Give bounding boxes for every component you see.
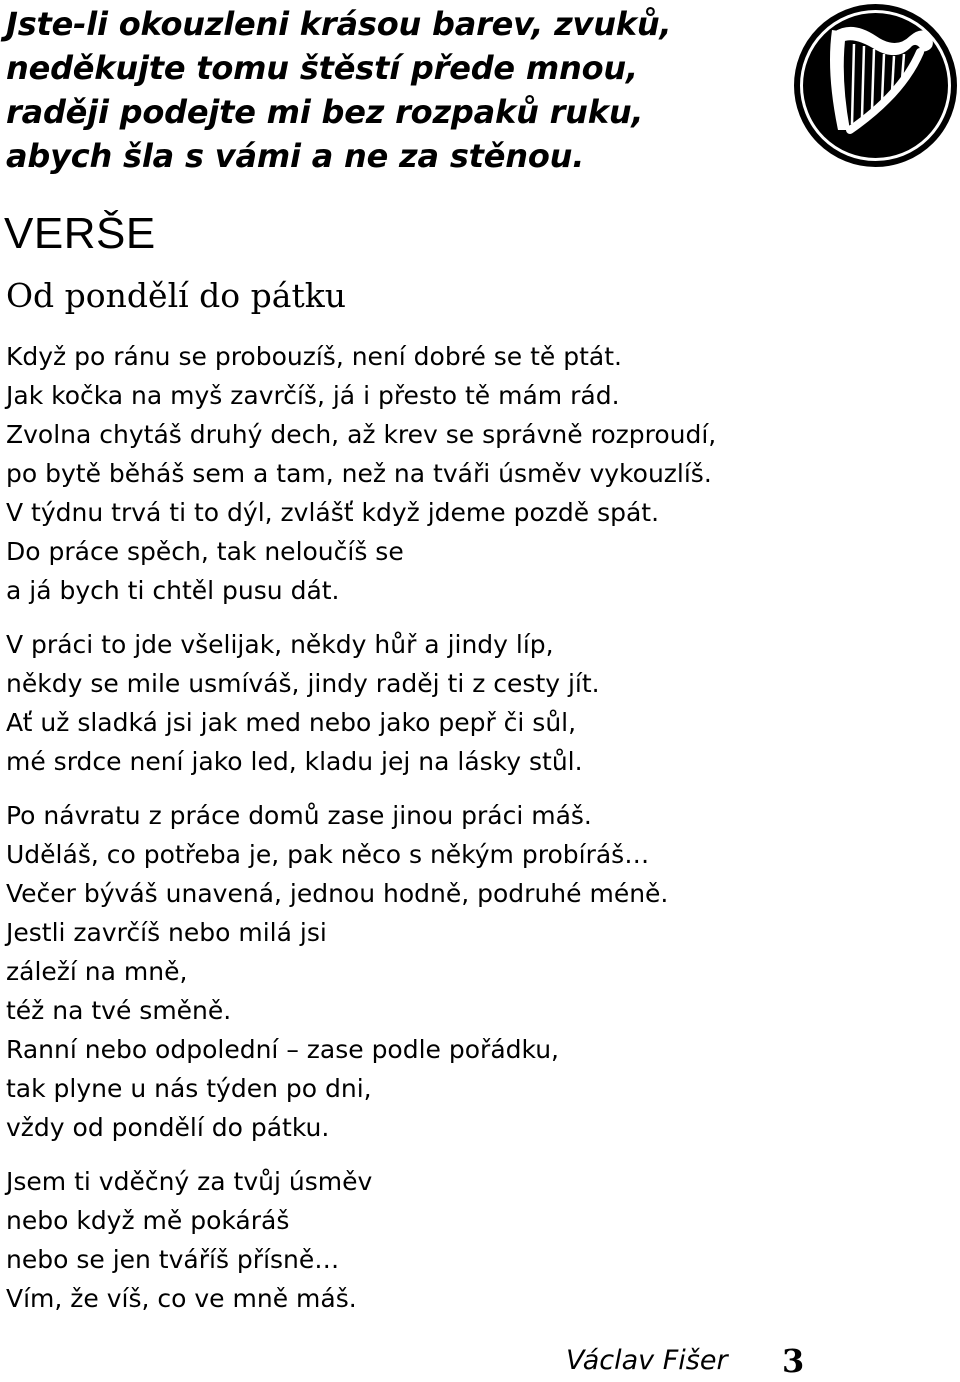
verse-line: nebo se jen tváříš přísně… (6, 1245, 340, 1274)
poem-title: Od pondělí do pátku (6, 276, 346, 315)
intro-line: raději podejte mi bez rozpaků ruku, (6, 93, 644, 131)
verse-line: Když po ránu se probouzíš, není dobré se tě ptát. (6, 342, 622, 371)
verse-line: někdy se mile usmíváš, jindy raděj ti z cesty jít. (6, 669, 600, 698)
intro-verse (6, 2, 766, 178)
verse-line: Do práce spěch, tak neloučíš se (6, 537, 404, 566)
stanza (6, 796, 906, 1147)
verse-line: Jestli zavrčíš nebo milá jsi (6, 918, 327, 947)
verse-line: Po návratu z práce domů zase jinou práci máš. (6, 801, 592, 830)
verse-line: V práci to jde všelijak, někdy hůř a jindy líp, (6, 630, 554, 659)
verse-line: Večer býváš unavená, jednou hodně, podruhé méně. (6, 879, 669, 908)
section-title: VERŠE (4, 209, 156, 258)
verse-line: Vím, že víš, co ve mně máš. (6, 1284, 357, 1313)
verse-line: nebo když mě pokáráš (6, 1206, 290, 1235)
verse-line: tak plyne u nás týden po dni, (6, 1074, 372, 1103)
poem-body (6, 337, 906, 1333)
verse-line: vždy od pondělí do pátku. (6, 1113, 330, 1142)
harp-icon (792, 2, 959, 169)
verse-line: Zvolna chytáš druhý dech, až krev se správně rozproudí, (6, 420, 717, 449)
verse-line: Ranní nebo odpolední – zase podle pořádku, (6, 1035, 560, 1064)
verse-line: po bytě běháš sem a tam, než na tváři úsměv vykouzlíš. (6, 459, 712, 488)
verse-line: V týdnu trvá ti to dýl, zvlášť když jdeme pozdě spát. (6, 498, 660, 527)
stanza (6, 1162, 906, 1318)
intro-line: Jste-li okouzleni krásou barev, zvuků, (6, 5, 672, 43)
verse-line: Uděláš, co potřeba je, pak něco s někým probíráš… (6, 840, 650, 869)
intro-line: abych šla s vámi a ne za stěnou. (6, 137, 585, 175)
verse-line: mé srdce není jako led, kladu jej na lásky stůl. (6, 747, 583, 776)
verse-line: a já bych ti chtěl pusu dát. (6, 576, 340, 605)
intro-line: neděkujte tomu štěstí přede mnou, (6, 49, 638, 87)
author-name: Václav Fišer (566, 1345, 728, 1376)
verse-line: Jak kočka na myš zavrčíš, já i přesto tě mám rád. (6, 381, 620, 410)
stanza (6, 625, 906, 781)
verse-line: Jsem ti vděčný za tvůj úsměv (6, 1167, 373, 1196)
verse-line: záleží na mně, (6, 957, 188, 986)
page-number: 3 (782, 1342, 805, 1380)
verse-line: též na tvé směně. (6, 996, 232, 1025)
stanza (6, 337, 906, 610)
verse-line: Ať už sladká jsi jak med nebo jako pepř či sůl, (6, 708, 577, 737)
